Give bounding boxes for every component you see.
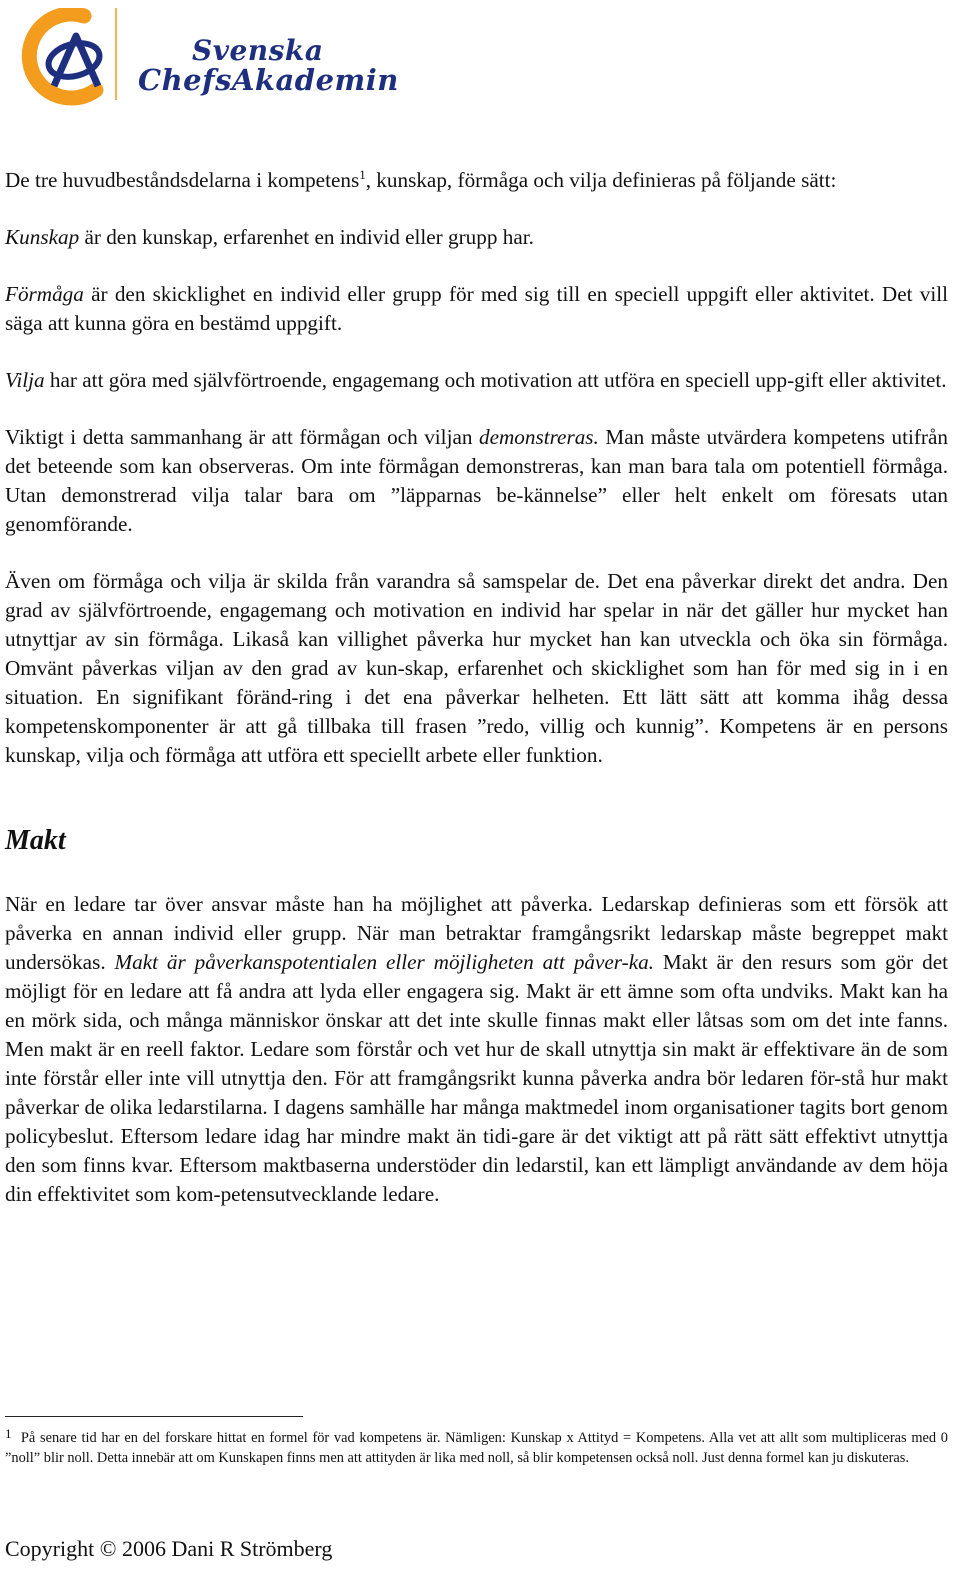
logo-text-svenska: Svenska <box>192 34 324 67</box>
footnote-ref: 1 <box>359 166 366 182</box>
paragraph-viktigt: Viktigt i detta sammanhang är att förmågan och viljan demonstreras. Man måste utvärdera kompetens utifrån det beteende som kan observeras. Om inte förmågan demonstreras, kan man bara tala om potentiell förmåga. Utan demonstrerad vilja talar bara om ”läpparnas be-kännelse” eller helt enkelt om föresats utan genomförande. <box>5 425 948 536</box>
footnote-text: På senare tid har en del forskare hittat en formel för vad kompetens är. Nämligen: Kunskap x Attityd = Kompetens. Alla vet att allt som multipliceras med 0 ”noll” blir noll. Detta innebär att om Kunskapen finns men att attityden är lika med noll, så blir kompetensen också noll. Just denna formel kan ju diskuteras. <box>5 1430 948 1466</box>
paragraph-makt: När en ledare tar över ansvar måste han ha möjlighet att påverka. Ledarskap definieras som ett försök att påverka en annan individ eller grupp. När man betraktar framgångsrikt ledarskap måste begreppet makt undersökas. Makt är påverkanspotentialen eller möjligheten att påver-ka. Makt är den resurs som gör det möjligt för en ledare att få andra att lyda eller engagera sig. Makt är ett ämne som ofta undviks. Makt kan ha en mörk sida, och många människor önskar att det inte skulle finnas makt eller låtsas som om det inte fanns. Men makt är en reell faktor. Ledare som förstår och vet hur de skall utnyttja sin makt är effektivare än de som inte förstår eller inte vill utnyttja den. För att framgångsrikt kunna påverka andra bör ledaren för-stå hur makt påverkar de olika ledarstilarna. I dagens samhälle har många maktmedel inom organisationer tagits bort genom policybeslut. Eftersom ledare idag har mindre makt än tidi-gare är det viktigt att på rätt sätt effektivt utnyttja den som finns kvar. Eftersom maktbaserna understöder din ledarstil, kan ett lämpligt användande av dem höja din effektivitet som kom-petensutvecklande ledare. <box>5 892 948 1206</box>
footnote <box>5 1428 948 1468</box>
svenska-chefsakademin-logo <box>14 8 399 106</box>
logo-text-chefsakademin: ChefsAkademin <box>138 63 399 97</box>
paragraph-vilja: Vilja har att göra med självförtroende, engagemang och motivation att utföra en speciell upp-gift eller aktivitet. <box>5 368 947 392</box>
document-body <box>5 166 948 1237</box>
paragraph-samspel: Även om förmåga och vilja är skilda från varandra så samspelar de. Det ena påverkar direkt det andra. Den grad av självförtroende, engagemang och motivation en individ har spelar in när det gäller hur mycket han utnyttjar av sin förmåga. Likaså kan villighet påverka hur mycket han kan utveckla och öka sin förmåga. Omvänt påverkas viljan av den grad av kun-skap, erfarenhet och skicklighet som han för med sig in i en situation. En signifikant föränd-ring i det ena påverkar helheten. Ett lätt sätt att komma ihåg dessa kompetenskomponenter är att gå tillbaka till frasen ”redo, villig och kunnig”. Kompetens är en persons kunskap, vilja och förmåga att utföra ett speciellt arbete eller funktion. <box>5 569 948 767</box>
paragraph-kunskap: Kunskap är den kunskap, erfarenhet en individ eller grupp har. <box>5 225 534 249</box>
paragraph-intro: De tre huvudbeståndsdelarna i kompetens$^1$, kunskap, förmåga och vilja definieras på följande sätt: <box>5 166 837 192</box>
footnote-number: 1 <box>5 1426 12 1441</box>
paragraph-formaga: Förmåga är den skicklighet en individ eller grupp för med sig till en speciell uppgift eller aktivitet. Det vill säga att kunna göra en bestämd uppgift. <box>5 282 948 335</box>
section-heading-makt: Makt <box>5 825 66 856</box>
logo-emblem-icon <box>14 8 144 106</box>
footnote-divider <box>5 1416 303 1417</box>
copyright-notice: Copyright © 2006 Dani R Strömberg <box>5 1536 333 1561</box>
